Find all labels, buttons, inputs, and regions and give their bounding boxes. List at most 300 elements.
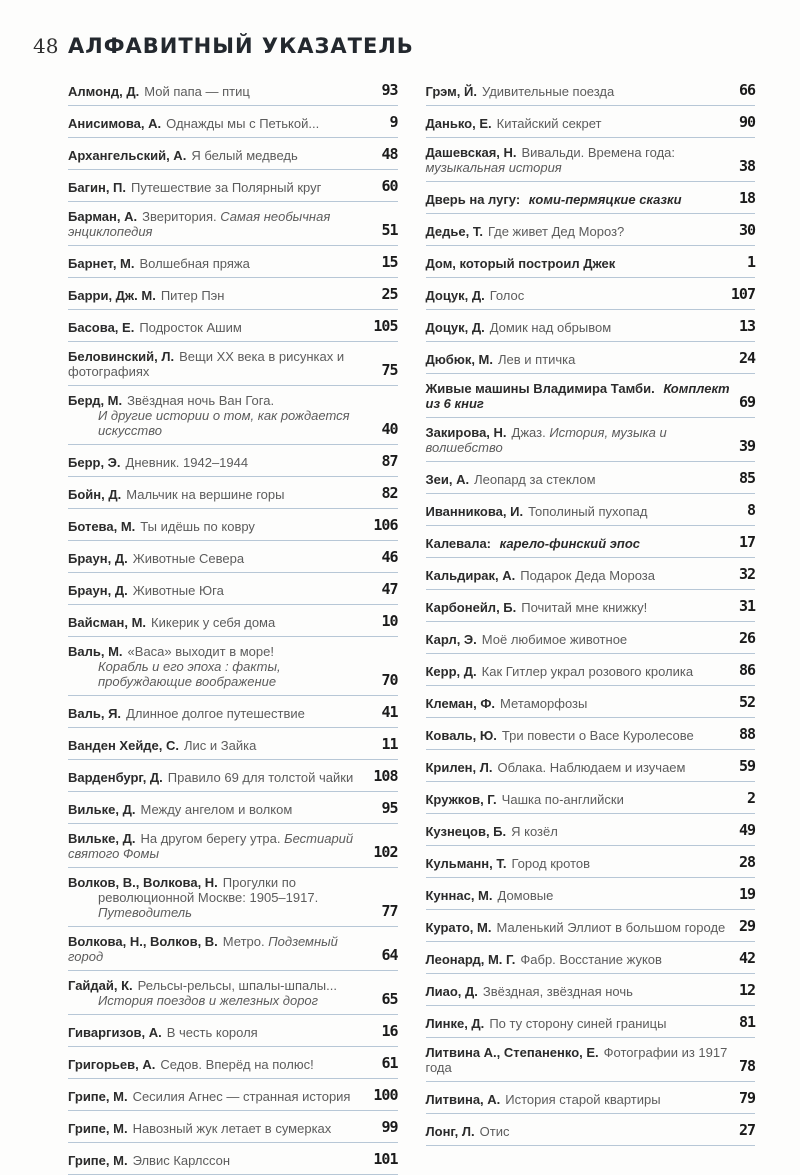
entry-author: Грэм, Й. — [425, 84, 477, 99]
entry-page-number: 48 — [381, 145, 398, 163]
index-entry — [68, 696, 398, 728]
index-entry — [68, 637, 398, 696]
entry-page-number: 1 — [746, 253, 755, 271]
entry-title: Звёздная, звёздная ночь — [482, 984, 633, 999]
entry-page-number: 95 — [381, 799, 398, 817]
entry-author: Багин, П. — [68, 180, 127, 195]
entry-title: Длинное долгое путешествие — [126, 706, 305, 721]
index-entry — [68, 1015, 398, 1047]
entry-title: Прогулки по — [222, 875, 296, 890]
entry-title: Подросток Ашим — [139, 320, 242, 335]
entry-subtitle-italic: Самая необычная энциклопедия — [68, 209, 331, 239]
index-entry — [68, 728, 398, 760]
entry-title: Как Гитлер украл розового кролика — [481, 664, 694, 679]
entry-page-number: 86 — [738, 661, 755, 679]
entry-title: Фабр. Восстание жуков — [520, 952, 662, 967]
entry-text — [68, 455, 248, 470]
entry-subtitle-italic: Бестиарий святого Фомы — [68, 831, 354, 861]
entry-text — [426, 116, 602, 131]
index-entry — [68, 971, 398, 1015]
entry-title: Фотографии из 1917 года — [425, 1045, 728, 1075]
entry-page-number: 66 — [738, 81, 755, 99]
entry-title: История старой квартиры — [505, 1092, 661, 1107]
entry-text — [68, 1089, 350, 1104]
entry-text — [426, 888, 554, 903]
entry-author: Закирова, Н. — [425, 425, 507, 440]
entry-text — [426, 145, 731, 175]
entry-page-number: 107 — [730, 285, 755, 303]
entry-text — [68, 349, 373, 379]
entry-text — [68, 180, 321, 195]
entry-text — [68, 875, 373, 920]
entry-page-number: 102 — [373, 843, 398, 861]
entry-title: Звёздная ночь Ван Гога. — [127, 393, 275, 408]
index-entry — [426, 974, 756, 1006]
entry-page-number: 51 — [381, 221, 398, 239]
entry-title: Волшебная пряжа — [139, 256, 250, 271]
entry-title: В честь короля — [166, 1025, 258, 1040]
entry-title: Между ангелом и волком — [140, 802, 293, 817]
entry-text — [68, 802, 292, 817]
entry-title: Где живет Дед Мороз? — [487, 224, 625, 239]
index-entry — [426, 494, 756, 526]
index-entry — [68, 445, 398, 477]
entry-title: Удивительные поезда — [481, 84, 615, 99]
index-entry — [426, 374, 756, 418]
entry-author: Грипе, М. — [68, 1153, 128, 1168]
entry-page-number: 99 — [381, 1118, 398, 1136]
index-column-left — [68, 74, 398, 1175]
entry-page-number: 39 — [738, 437, 755, 455]
entry-text — [68, 706, 305, 721]
index-entry — [68, 1079, 398, 1111]
entry-text — [68, 116, 319, 131]
entry-author: Крилен, Л. — [425, 760, 493, 775]
entry-page-number: 26 — [738, 629, 755, 647]
page-header — [33, 34, 755, 58]
index-column-right — [426, 74, 756, 1175]
entry-page-number: 70 — [381, 671, 398, 689]
index-entry — [68, 824, 398, 868]
entry-page-number: 85 — [738, 469, 755, 487]
entry-page-number: 79 — [738, 1089, 755, 1107]
entry-text — [68, 320, 242, 335]
entry-author: Гайдай, К. — [68, 978, 133, 993]
entry-title: Сесилия Агнес — странная история — [132, 1089, 351, 1104]
entry-subtitle-italic: Корабль и его эпоха : факты, пробуждающие воображение — [98, 659, 281, 689]
entry-author: Ванден Хейде, С. — [68, 738, 180, 753]
entry-subtitle-italic: Подземный город — [68, 934, 338, 964]
entry-title: Китайский секрет — [496, 116, 602, 131]
entry-author: Алмонд, Д. — [68, 84, 140, 99]
entry-author: Карл, Э. — [425, 632, 477, 647]
entry-title: Кикерик у себя дома — [151, 615, 276, 630]
index-entry — [426, 74, 756, 106]
entry-author: Валь, М. — [68, 644, 123, 659]
entry-author: Грипе, М. — [68, 1089, 128, 1104]
entry-text — [426, 472, 596, 487]
entry-page-number: 59 — [738, 757, 755, 775]
entry-subtitle-italic: История, музыка и волшебство — [425, 425, 667, 455]
entry-author: Калевала: — [425, 536, 492, 551]
entry-page-number: 12 — [738, 981, 755, 999]
entry-text — [426, 760, 686, 775]
entry-author: Браун, Д. — [68, 583, 128, 598]
entry-page-number: 75 — [381, 361, 398, 379]
entry-text — [426, 600, 648, 615]
page-title: АЛФАВИТНЫЙ УКАЗАТЕЛЬ — [68, 34, 414, 58]
entry-title: Рельсы-рельсы, шпалы-шпалы... — [137, 978, 337, 993]
entry-author: Барри, Дж. М. — [68, 288, 156, 303]
entry-text — [426, 568, 655, 583]
entry-page-number: 9 — [389, 113, 398, 131]
entry-text — [68, 288, 224, 303]
entry-page-number: 106 — [373, 516, 398, 534]
entry-page-number: 40 — [381, 420, 398, 438]
index-entry — [68, 170, 398, 202]
entry-page-number: 47 — [381, 580, 398, 598]
entry-page-number: 27 — [738, 1121, 755, 1139]
entry-author: Григорьев, А. — [68, 1057, 156, 1072]
entry-page-number: 2 — [746, 789, 755, 807]
entry-page-number: 30 — [738, 221, 755, 239]
index-entry — [68, 106, 398, 138]
entry-title: Зверитория. — [142, 209, 217, 224]
index-entry — [68, 310, 398, 342]
entry-title: Однажды мы с Петькой... — [166, 116, 320, 131]
index-entry — [68, 509, 398, 541]
entry-title: Лев и птичка — [498, 352, 576, 367]
entry-text — [426, 952, 662, 967]
index-entry — [426, 846, 756, 878]
index-entry — [426, 278, 756, 310]
index-entry — [68, 1111, 398, 1143]
entry-title: Вивальди. Времена года: — [521, 145, 675, 160]
entry-title: Метаморфозы — [500, 696, 588, 711]
index-entry — [426, 590, 756, 622]
entry-author: Берд, М. — [68, 393, 123, 408]
entry-author: Леонард, М. Г. — [425, 952, 516, 967]
entry-text — [68, 615, 275, 630]
entry-title: Леопард за стеклом — [474, 472, 596, 487]
entry-text — [426, 920, 726, 935]
entry-title: Животные Юга — [132, 583, 224, 598]
index-entry — [426, 418, 756, 462]
index-entry — [426, 718, 756, 750]
entry-author: Волков, В., Волкова, Н. — [68, 875, 218, 890]
entry-title: Элвис Карлссон — [132, 1153, 231, 1168]
entry-text — [68, 84, 250, 99]
entry-page-number: 18 — [738, 189, 755, 207]
entry-text — [426, 1124, 510, 1139]
index-entry — [68, 1047, 398, 1079]
entry-author: Берр, Э. — [68, 455, 121, 470]
entry-author: Доцук, Д. — [425, 320, 485, 335]
entry-title: Почитай мне книжку! — [521, 600, 648, 615]
entry-text — [68, 831, 365, 861]
entry-title: Животные Севера — [132, 551, 245, 566]
entry-title: Правило 69 для толстой чайки — [167, 770, 354, 785]
entry-page-number: 42 — [738, 949, 755, 967]
entry-page-number: 13 — [738, 317, 755, 335]
index-entry — [426, 782, 756, 814]
entry-text — [426, 792, 624, 807]
entry-text — [426, 320, 612, 335]
index-entry — [68, 605, 398, 637]
entry-text — [426, 224, 625, 239]
entry-title: Я белый медведь — [191, 148, 298, 163]
entry-text — [68, 487, 284, 502]
index-entry — [68, 138, 398, 170]
entry-title-line2 — [68, 659, 373, 689]
entry-text — [426, 381, 731, 411]
entry-page-number: 38 — [738, 157, 755, 175]
entry-title: Питер Пэн — [160, 288, 225, 303]
entry-page-number: 10 — [381, 612, 398, 630]
entry-text — [68, 148, 298, 163]
entry-title: Ты идёшь по ковру — [140, 519, 255, 534]
entry-text — [68, 1153, 230, 1168]
entry-text — [426, 728, 694, 743]
entry-author: Линке, Д. — [425, 1016, 485, 1031]
index-entry — [426, 1006, 756, 1038]
entry-page-number: 31 — [738, 597, 755, 615]
index-entry — [426, 138, 756, 182]
entry-text — [426, 1016, 667, 1031]
entry-author: Грипе, М. — [68, 1121, 128, 1136]
entry-text — [426, 425, 731, 455]
entry-author: Литвина, А. — [425, 1092, 501, 1107]
entry-text — [426, 256, 621, 271]
entry-title: Седов. Вперёд на полюс! — [160, 1057, 314, 1072]
entry-page-number: 87 — [381, 452, 398, 470]
index-entry — [426, 310, 756, 342]
entry-title: Лис и Зайка — [184, 738, 257, 753]
entry-text — [68, 1025, 258, 1040]
entry-author: Браун, Д. — [68, 551, 128, 566]
entry-text — [426, 1045, 731, 1075]
entry-title: Три повести о Васе Куролесове — [501, 728, 694, 743]
index-entry — [426, 1082, 756, 1114]
entry-page-number: 16 — [381, 1022, 398, 1040]
entry-page-number: 100 — [373, 1086, 398, 1104]
entry-author: Басова, Е. — [68, 320, 135, 335]
entry-page-number: 90 — [738, 113, 755, 131]
entry-subtitle-italic: Путеводитель — [98, 905, 192, 920]
entry-author: Куннас, М. — [425, 888, 493, 903]
entry-author: Живые машины Владимира Тамби. — [425, 381, 655, 396]
entry-title: Голос — [489, 288, 525, 303]
entry-title: Моё любимое животное — [481, 632, 628, 647]
entry-page-number: 81 — [738, 1013, 755, 1031]
entry-page-number: 25 — [381, 285, 398, 303]
index-entry — [426, 622, 756, 654]
entry-subtitle-italic: музыкальная история — [425, 160, 562, 175]
entry-author: Вильке, Д. — [68, 802, 136, 817]
index-entry — [426, 106, 756, 138]
entry-author: Дедье, Т. — [425, 224, 483, 239]
entry-page-number: 93 — [381, 81, 398, 99]
index-entry — [426, 246, 756, 278]
entry-text — [426, 288, 525, 303]
entry-title: Облака. Наблюдаем и изучаем — [497, 760, 686, 775]
entry-title: Подарок Деда Мороза — [520, 568, 655, 583]
entry-author: Анисимова, А. — [68, 116, 162, 131]
entry-title: Путешествие за Полярный круг — [131, 180, 322, 195]
entry-title: На другом берегу утра. — [140, 831, 281, 846]
index-entry — [68, 342, 398, 386]
entry-page-number: 29 — [738, 917, 755, 935]
index-entry — [68, 760, 398, 792]
entry-author: Барнет, М. — [68, 256, 135, 271]
index-entry — [426, 182, 756, 214]
index-entry — [68, 246, 398, 278]
entry-subtitle-italic: карело-финский эпос — [499, 536, 641, 551]
entry-text — [426, 352, 576, 367]
entry-text — [68, 551, 244, 566]
entry-author: Коваль, Ю. — [425, 728, 497, 743]
entry-text — [68, 770, 353, 785]
entry-text — [426, 192, 682, 207]
entry-title: Город кротов — [511, 856, 591, 871]
entry-author: Вильке, Д. — [68, 831, 136, 846]
entry-text — [426, 856, 591, 871]
entry-title: Отис — [479, 1124, 510, 1139]
entry-title: «Васа» выходит в море! — [127, 644, 274, 659]
entry-text — [68, 393, 373, 438]
index-entry — [68, 1143, 398, 1175]
entry-page-number: 88 — [738, 725, 755, 743]
entry-page-number: 15 — [381, 253, 398, 271]
entry-title: Чашка по-английски — [501, 792, 624, 807]
index-entry — [68, 541, 398, 573]
entry-author: Кульманн, Т. — [425, 856, 507, 871]
entry-author: Кузнецов, Б. — [425, 824, 507, 839]
entry-author: Кальдирак, А. — [425, 568, 516, 583]
entry-page-number: 101 — [373, 1150, 398, 1168]
index-entry — [426, 910, 756, 942]
entry-title: Навозный жук летает в сумерках — [132, 1121, 332, 1136]
entry-author: Керр, Д. — [425, 664, 477, 679]
entry-author: Клеман, Ф. — [425, 696, 496, 711]
entry-title-line2-text: революционной Москве: 1905–1917. — [98, 890, 319, 905]
entry-title: Тополиный пухопад — [528, 504, 648, 519]
index-entry — [426, 654, 756, 686]
index-columns — [68, 74, 755, 1175]
entry-page-number: 46 — [381, 548, 398, 566]
entry-text — [68, 934, 373, 964]
entry-author: Лонг, Л. — [425, 1124, 475, 1139]
index-entry — [426, 342, 756, 374]
entry-page-number: 49 — [738, 821, 755, 839]
entry-text — [68, 1057, 314, 1072]
entry-page-number: 8 — [746, 501, 755, 519]
entry-page-number: 77 — [381, 902, 398, 920]
entry-author: Кружков, Г. — [425, 792, 497, 807]
entry-author: Дашевская, Н. — [425, 145, 517, 160]
index-entry — [68, 386, 398, 445]
entry-author: Иванникова, И. — [425, 504, 524, 519]
entry-page-number: 82 — [381, 484, 398, 502]
entry-text — [68, 583, 224, 598]
entry-author: Валь, Я. — [68, 706, 122, 721]
entry-page-number: 17 — [738, 533, 755, 551]
entry-title: Маленький Эллиот в большом городе — [496, 920, 726, 935]
entry-subtitle-italic: И другие истории о том, как рождается искусство — [98, 408, 350, 438]
entry-author: Ботева, М. — [68, 519, 136, 534]
entry-page-number: 28 — [738, 853, 755, 871]
entry-title-line2 — [68, 993, 337, 1008]
entry-author: Бойн, Д. — [68, 487, 122, 502]
entry-page-number: 32 — [738, 565, 755, 583]
entry-page-number: 11 — [381, 735, 398, 753]
index-entry — [426, 526, 756, 558]
entry-author: Барман, А. — [68, 209, 138, 224]
index-entry — [68, 278, 398, 310]
entry-text — [426, 1092, 661, 1107]
entry-author: Дверь на лугу: — [425, 192, 521, 207]
index-entry — [426, 1114, 756, 1146]
index-entry — [68, 74, 398, 106]
entry-page-number: 52 — [738, 693, 755, 711]
entry-author: Гиваргизов, А. — [68, 1025, 162, 1040]
entry-title: Мой папа — птиц — [144, 84, 250, 99]
index-entry — [68, 792, 398, 824]
entry-text — [426, 504, 648, 519]
entry-text — [68, 978, 337, 1008]
entry-page-number: 41 — [381, 703, 398, 721]
entry-text — [68, 256, 250, 271]
index-entry — [426, 878, 756, 910]
index-entry — [426, 214, 756, 246]
entry-subtitle-italic: Комплект из 6 книг — [425, 381, 730, 411]
entry-author: Литвина А., Степаненко, Е. — [425, 1045, 599, 1060]
entry-author: Волкова, Н., Волков, В. — [68, 934, 218, 949]
index-entry — [426, 750, 756, 782]
entry-author: Данько, Е. — [425, 116, 492, 131]
entry-title: Домик над обрывом — [489, 320, 612, 335]
entry-title: По ту сторону синей границы — [489, 1016, 667, 1031]
index-entry — [426, 942, 756, 974]
entry-page-number: 61 — [381, 1054, 398, 1072]
entry-page-number: 105 — [373, 317, 398, 335]
index-entry — [68, 868, 398, 927]
entry-subtitle-italic: История поездов и железных дорог — [98, 993, 319, 1008]
entry-author: Дюбюк, М. — [425, 352, 493, 367]
entry-title-line2 — [68, 890, 373, 920]
entry-title: Вещи XX века в рисунках и фотографиях — [68, 349, 345, 379]
entry-author: Дом, который построил Джек — [425, 256, 616, 271]
entry-title-line2 — [68, 408, 373, 438]
entry-text — [426, 632, 628, 647]
entry-title: Метро. — [222, 934, 265, 949]
entry-text — [426, 696, 588, 711]
entry-page-number: 108 — [373, 767, 398, 785]
entry-title: Домовые — [497, 888, 554, 903]
index-entry — [426, 1038, 756, 1082]
index-entry — [68, 573, 398, 605]
index-entry — [426, 462, 756, 494]
index-entry — [68, 202, 398, 246]
entry-text — [426, 664, 694, 679]
index-entry — [68, 477, 398, 509]
entry-title: Джаз. — [511, 425, 546, 440]
entry-page-number: 65 — [381, 990, 398, 1008]
entry-author: Курато, М. — [425, 920, 492, 935]
index-entry — [426, 558, 756, 590]
page-number: 48 — [33, 34, 59, 58]
entry-text — [426, 84, 615, 99]
